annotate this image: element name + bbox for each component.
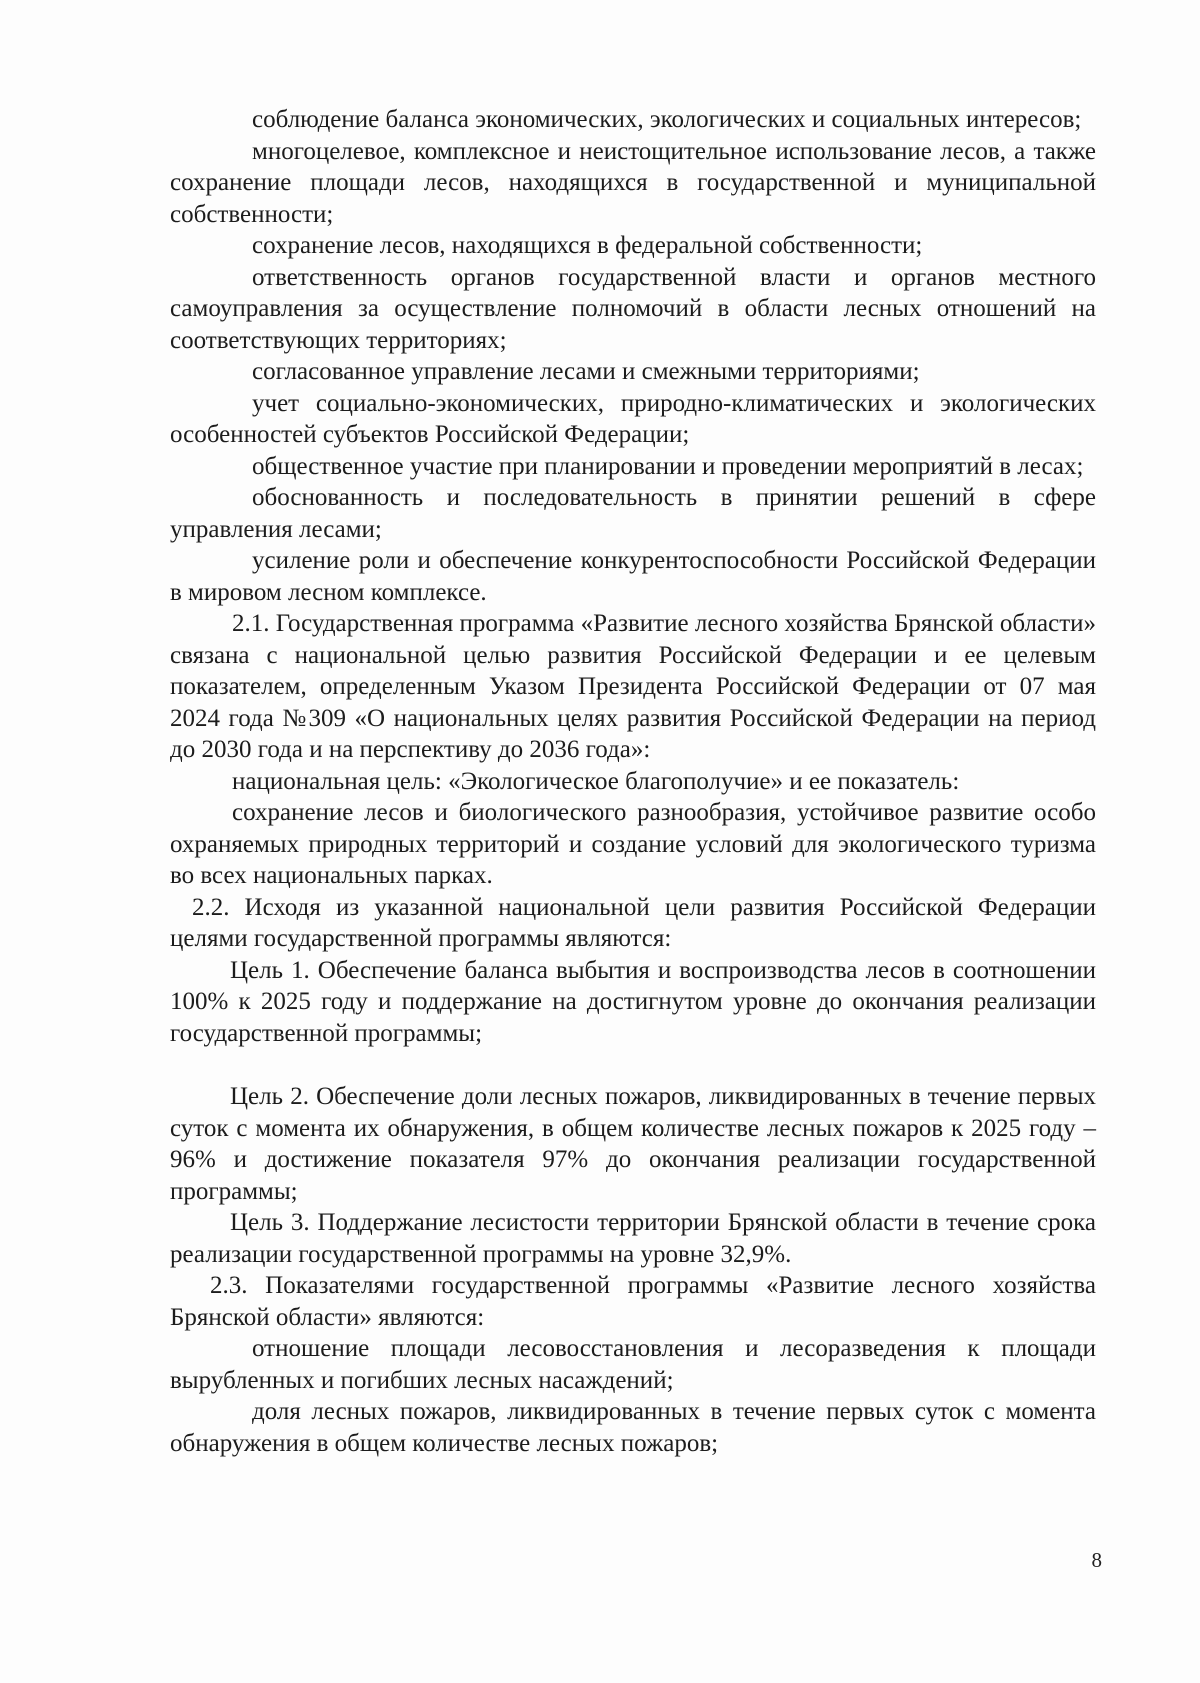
principle-coordinated-management: согласованное управление лесами и смежными территориями; (252, 358, 920, 385)
principle-multipurpose-use: многоцелевое, комплексное и неистощительное использование лесов, а также сохранение площади лесов, находящихся в государственной и муниципальной собственности; (170, 137, 1096, 228)
principle-regional-features: учет социально-экономических, природно-климатических и экологических особенностей субъектов Российской Федерации; (170, 389, 1096, 448)
section-2-2-program-goals: 2.2. Исходя из указанной национальной цели развития Российской Федерации целями государственной программы являются: (170, 893, 1096, 952)
goal-2: Цель 2. Обеспечение доли лесных пожаров, ликвидированных в течение первых суток с момента их обнаружения, в общем количестве лесных пожаров к 2025 году – 96% и достижение показателя 97% до окончания реализации государственной программы; (170, 1083, 1096, 1205)
page-number: 8 (1091, 1548, 1102, 1572)
national-goal-indicator: сохранение лесов и биологического разнообразия, устойчивое развитие особо охраняемых природных территорий и создание условий для экологического туризма во всех национальных парках. (170, 799, 1096, 889)
principle-responsibility: ответственность органов государственной власти и органов местного самоуправления за осуществление полномочий в области лесных отношений на соответствующих территориях; (170, 263, 1096, 354)
paragraph-gap (170, 1049, 1096, 1081)
principle-public-participation: общественное участие при планировании и проведении мероприятий в лесах; (252, 452, 1084, 480)
indicator-fire-share: доля лесных пожаров, ликвидированных в течение первых суток с момента обнаружения в общем количестве лесных пожаров; (170, 1398, 1096, 1457)
principle-decision-consistency: обоснованность и последовательность в принятии решений в сфере управления лесами; (170, 484, 1096, 543)
section-2-1-national-goal-link: 2.1. Государственная программа «Развитие лесного хозяйства Брянской области» связана с национальной целью развития Российской Федерации и ее целевым показателем, определенным Указом Президента Российской Федерации от 07 мая 2024 года №309 «О национальных целях развития Российской Федерации на период до 2030 года и на перспективу до 2036 года»: (170, 610, 1096, 763)
principle-competitiveness: усиление роли и обеспечение конкурентоспособности Российской Федерации в мировом лесном комплексе. (170, 547, 1096, 606)
document-body (170, 104, 1096, 1459)
goal-1: Цель 1. Обеспечение баланса выбытия и воспроизводства лесов в соотношении 100% к 2025 году и поддержание на достигнутом уровне до окончания реализации государственной программы; (170, 956, 1096, 1047)
section-2-3-program-indicators: 2.3. Показателями государственной программы «Развитие лесного хозяйства Брянской области» являются: (170, 1272, 1096, 1331)
principle-federal-forests: сохранение лесов, находящихся в федеральной собственности; (252, 232, 923, 259)
goal-3: Цель 3. Поддержание лесистости территории Брянской области в течение срока реализации государственной программы на уровне 32,9%. (170, 1209, 1096, 1268)
national-goal-statement: национальная цель: «Экологическое благополучие» и ее показатель: (232, 767, 960, 795)
principle-balance: соблюдение баланса экономических, экологических и социальных интересов; (252, 106, 1082, 133)
indicator-reforestation-ratio: отношение площади лесовосстановления и лесоразведения к площади вырубленных и погибших лесных насаждений; (170, 1335, 1096, 1394)
